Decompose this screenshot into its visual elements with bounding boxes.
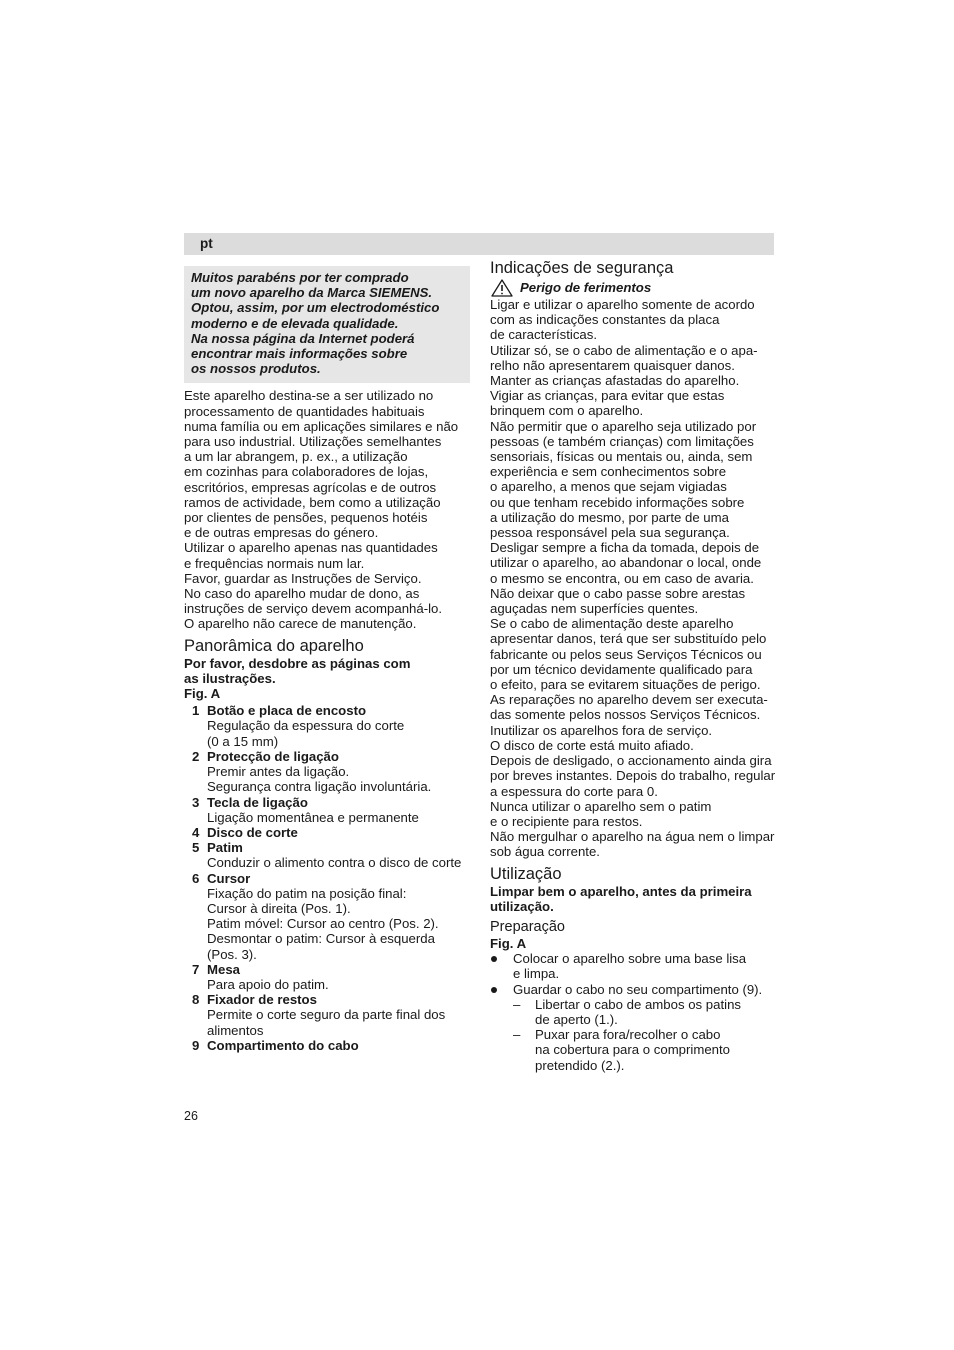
overview-item bbox=[184, 825, 470, 840]
overview-item bbox=[184, 795, 470, 825]
safety-line: sob água corrente. bbox=[490, 844, 600, 860]
item-title: Disco de corte bbox=[207, 824, 298, 840]
overview-item bbox=[184, 1038, 470, 1053]
intro-line: e de outras empresas do género. bbox=[184, 525, 379, 541]
dash-item bbox=[490, 997, 778, 1027]
intro-line: processamento de quantidades habituais bbox=[184, 403, 425, 419]
dash-line: de aperto (1.). bbox=[535, 1011, 618, 1027]
usage-note bbox=[490, 884, 778, 914]
item-number: 7 bbox=[192, 961, 200, 977]
intro-line: por clientes de pensões, pequenos hotéis bbox=[184, 510, 428, 526]
item-title: Protecção de ligação bbox=[207, 748, 339, 764]
overview-subheading bbox=[184, 656, 470, 702]
usage-note-line: utilização. bbox=[490, 898, 554, 914]
intro-line: ramos de actividade, bem como a utilização bbox=[184, 494, 441, 510]
intro-box-line: um novo aparelho da Marca SIEMENS. bbox=[191, 285, 433, 301]
safety-line: relho não apresentarem quaisquer danos. bbox=[490, 357, 735, 373]
item-title: Mesa bbox=[207, 961, 240, 977]
safety-line: brinquem com o aparelho. bbox=[490, 403, 644, 419]
safety-line: o aparelho, a menos que sejam vigiadas bbox=[490, 479, 727, 495]
item-number: 4 bbox=[192, 824, 200, 840]
intro-box-line: moderno e de elevada qualidade. bbox=[191, 315, 399, 331]
overview-item bbox=[184, 871, 470, 962]
intro-line: e frequências normais num lar. bbox=[184, 555, 365, 571]
dash-line: Libertar o cabo de ambos os patins bbox=[535, 996, 741, 1012]
warning-triangle-icon bbox=[491, 279, 513, 297]
intro-line: No caso do aparelho mudar de dono, as bbox=[184, 586, 420, 602]
intro-box-line: Muitos parabéns por ter comprado bbox=[191, 270, 409, 285]
item-desc: Cursor à direita (Pos. 1). bbox=[207, 900, 351, 916]
overview-item bbox=[184, 992, 470, 1038]
item-desc: Conduzir o alimento contra o disco de corte bbox=[207, 855, 462, 871]
safety-line: Depois de desligado, o accionamento ainda gira bbox=[490, 753, 772, 769]
item-title: Fixador de restos bbox=[207, 992, 317, 1008]
safety-line: Manter as crianças afastadas do aparelho. bbox=[490, 373, 740, 389]
safety-line: ou que tenham recebido informações sobre bbox=[490, 494, 745, 510]
safety-line: Inutilizar os aparelhos fora de serviço. bbox=[490, 722, 713, 738]
item-title: Tecla de ligação bbox=[207, 794, 308, 810]
intro-line: em cozinhas para colaboradores de lojas, bbox=[184, 464, 429, 480]
intro-line: instruções de serviço devem acompanhá-lo. bbox=[184, 601, 443, 617]
safety-line: de características. bbox=[490, 327, 598, 343]
intro-line: Este aparelho destina-se a ser utilizado no bbox=[184, 388, 434, 404]
safety-line: pessoas (e também crianças) com limitações bbox=[490, 433, 754, 449]
safety-line: Desligar sempre a ficha da tomada, depois de bbox=[490, 540, 760, 556]
intro-line: Favor, guardar as Instruções de Serviço. bbox=[184, 570, 422, 586]
item-desc: Permite o corte seguro da parte final dos bbox=[207, 1007, 446, 1023]
safety-line: por breves instantes. Depois do trabalho, regular bbox=[490, 768, 776, 784]
intro-line: escritórios, empresas agrícolas e de outros bbox=[184, 479, 437, 495]
intro-box-line: encontrar mais informações sobre bbox=[191, 346, 408, 362]
intro-text bbox=[184, 388, 470, 631]
item-desc: Regulação da espessura do corte bbox=[207, 718, 405, 734]
bullet-dot bbox=[491, 956, 497, 962]
overview-item bbox=[184, 749, 470, 795]
overview-item bbox=[184, 703, 470, 749]
overview-heading: Panorâmica do aparelho bbox=[184, 636, 364, 655]
intro-line: a um lar abrangem, p. ex., a utilização bbox=[184, 449, 408, 465]
safety-line: com as indicações constantes da placa bbox=[490, 312, 720, 328]
safety-line: fabricante ou pelos seus Serviços Técnicos ou bbox=[490, 646, 762, 662]
item-desc: (Pos. 3). bbox=[207, 946, 257, 962]
item-number: 1 bbox=[192, 703, 200, 719]
item-desc: Desmontar o patim: Cursor à esquerda bbox=[207, 931, 435, 947]
item-desc: Premir antes da ligação. bbox=[207, 764, 350, 780]
safety-line: a utilização do mesmo, por parte de uma bbox=[490, 509, 729, 525]
safety-text bbox=[490, 297, 778, 860]
prep-heading: Preparação bbox=[490, 918, 565, 935]
safety-heading: Indicações de segurança bbox=[490, 259, 674, 277]
intro-box-line: Na nossa página da Internet poderá bbox=[191, 330, 415, 346]
safety-line: Nunca utilizar o aparelho sem o patim bbox=[490, 798, 712, 814]
item-title: Compartimento do cabo bbox=[207, 1037, 359, 1053]
dash-line: Puxar para fora/recolher o cabo bbox=[535, 1027, 721, 1043]
safety-line: Ligar e utilizar o aparelho somente de acordo bbox=[490, 297, 755, 312]
language-bar bbox=[184, 233, 774, 255]
bullet-item bbox=[490, 982, 778, 997]
dash-item bbox=[490, 1027, 778, 1073]
item-desc: Ligação momentânea e permanente bbox=[207, 809, 419, 825]
safety-line: o efeito, para se evitarem situações de perigo. bbox=[490, 677, 761, 693]
safety-line: apresentar danos, terá que ser substituído pelo bbox=[490, 631, 767, 647]
safety-line: Não deixar que o cabo passe sobre arestas bbox=[490, 585, 746, 601]
prep-fig-ref: Fig. A bbox=[490, 935, 527, 951]
item-desc: Fixação do patim na posição final: bbox=[207, 885, 407, 901]
overview-fig-ref: Fig. A bbox=[184, 686, 221, 702]
usage-note-line: Limpar bem o aparelho, antes da primeira bbox=[490, 883, 752, 899]
overview-subheading-line: as ilustrações. bbox=[184, 670, 276, 686]
overview-item bbox=[184, 840, 470, 870]
safety-line: As reparações no aparelho devem ser executa- bbox=[490, 692, 768, 708]
dash-line: na cobertura para o comprimento bbox=[535, 1042, 730, 1058]
bullet-line: e limpa. bbox=[513, 966, 560, 982]
item-desc: Segurança contra ligação involuntária. bbox=[207, 779, 432, 795]
bullet-line: Colocar o aparelho sobre uma base lisa bbox=[513, 951, 747, 967]
safety-line: o mesmo se encontra, ou em caso de avaria. bbox=[490, 570, 754, 586]
safety-line: a espessura do corte para 0. bbox=[490, 783, 658, 799]
intro-line: numa família ou em aplicações similares e não bbox=[184, 418, 459, 434]
overview-list bbox=[184, 703, 470, 1053]
item-number: 2 bbox=[192, 748, 200, 764]
dash-mark: – bbox=[513, 996, 521, 1012]
intro-box-line: Optou, assim, por um electrodoméstico bbox=[191, 300, 440, 316]
item-number: 6 bbox=[192, 870, 200, 886]
right-column bbox=[490, 258, 778, 1073]
item-number: 3 bbox=[192, 794, 200, 810]
page-number: 26 bbox=[184, 1109, 198, 1123]
overview-subheading-line: Por favor, desdobre as páginas com bbox=[184, 655, 411, 671]
bullet-dot bbox=[491, 987, 497, 993]
safety-line: Se o cabo de alimentação deste aparelho bbox=[490, 616, 734, 632]
bullet-item bbox=[490, 951, 778, 981]
warning-label: Perigo de ferimentos bbox=[520, 280, 652, 295]
item-desc: (0 a 15 mm) bbox=[207, 733, 279, 749]
safety-line: pessoa responsável pela sua segurança. bbox=[490, 525, 730, 541]
safety-line: O disco de corte está muito afiado. bbox=[490, 737, 694, 753]
item-number: 8 bbox=[192, 992, 200, 1008]
safety-line: Não mergulhar o aparelho na água nem o limpar bbox=[490, 829, 775, 845]
safety-line: aguçadas nem superfícies quentes. bbox=[490, 601, 699, 617]
item-desc: Patim móvel: Cursor ao centro (Pos. 2). bbox=[207, 916, 439, 932]
dash-line: pretendido (2.). bbox=[535, 1057, 625, 1073]
overview-item bbox=[184, 962, 470, 992]
item-number: 5 bbox=[192, 840, 200, 856]
item-number: 9 bbox=[192, 1037, 200, 1053]
safety-line: das somente pelos nossos Serviços Técnicos. bbox=[490, 707, 761, 723]
item-title: Cursor bbox=[207, 870, 251, 886]
usage-heading: Utilização bbox=[490, 864, 562, 883]
item-title: Botão e placa de encosto bbox=[207, 703, 367, 719]
safety-line: sensoriais, físicas ou mentais ou, ainda, sem bbox=[490, 449, 753, 465]
safety-line: Utilizar só, se o cabo de alimentação e o apa- bbox=[490, 342, 758, 358]
safety-line: e o recipiente para restos. bbox=[490, 813, 643, 829]
intro-line: Utilizar o aparelho apenas nas quantidades bbox=[184, 540, 438, 556]
language-tag: pt bbox=[200, 236, 213, 251]
item-desc: Para apoio do patim. bbox=[207, 976, 329, 992]
intro-box-line: os nossos produtos. bbox=[191, 361, 321, 377]
item-desc: alimentos bbox=[207, 1022, 264, 1038]
intro-line: para uso industrial. Utilizações semelhantes bbox=[184, 434, 442, 450]
bullet-line: Guardar o cabo no seu compartimento (9). bbox=[513, 981, 763, 997]
intro-line: O aparelho não carece de manutenção. bbox=[184, 616, 417, 632]
left-column bbox=[184, 266, 470, 1053]
item-title: Patim bbox=[207, 840, 243, 856]
safety-line: experiência e sem conhecimentos sobre bbox=[490, 464, 727, 480]
safety-line: Vigiar as crianças, para evitar que estas bbox=[490, 388, 725, 404]
intro-box bbox=[184, 266, 470, 383]
safety-line: Não permitir que o aparelho seja utilizado por bbox=[490, 418, 757, 434]
warning-line bbox=[490, 278, 778, 297]
dash-mark: – bbox=[513, 1027, 521, 1043]
safety-line: utilizar o aparelho, ao abandonar o local, onde bbox=[490, 555, 762, 571]
safety-line: por um técnico devidamente qualificado para bbox=[490, 661, 753, 677]
